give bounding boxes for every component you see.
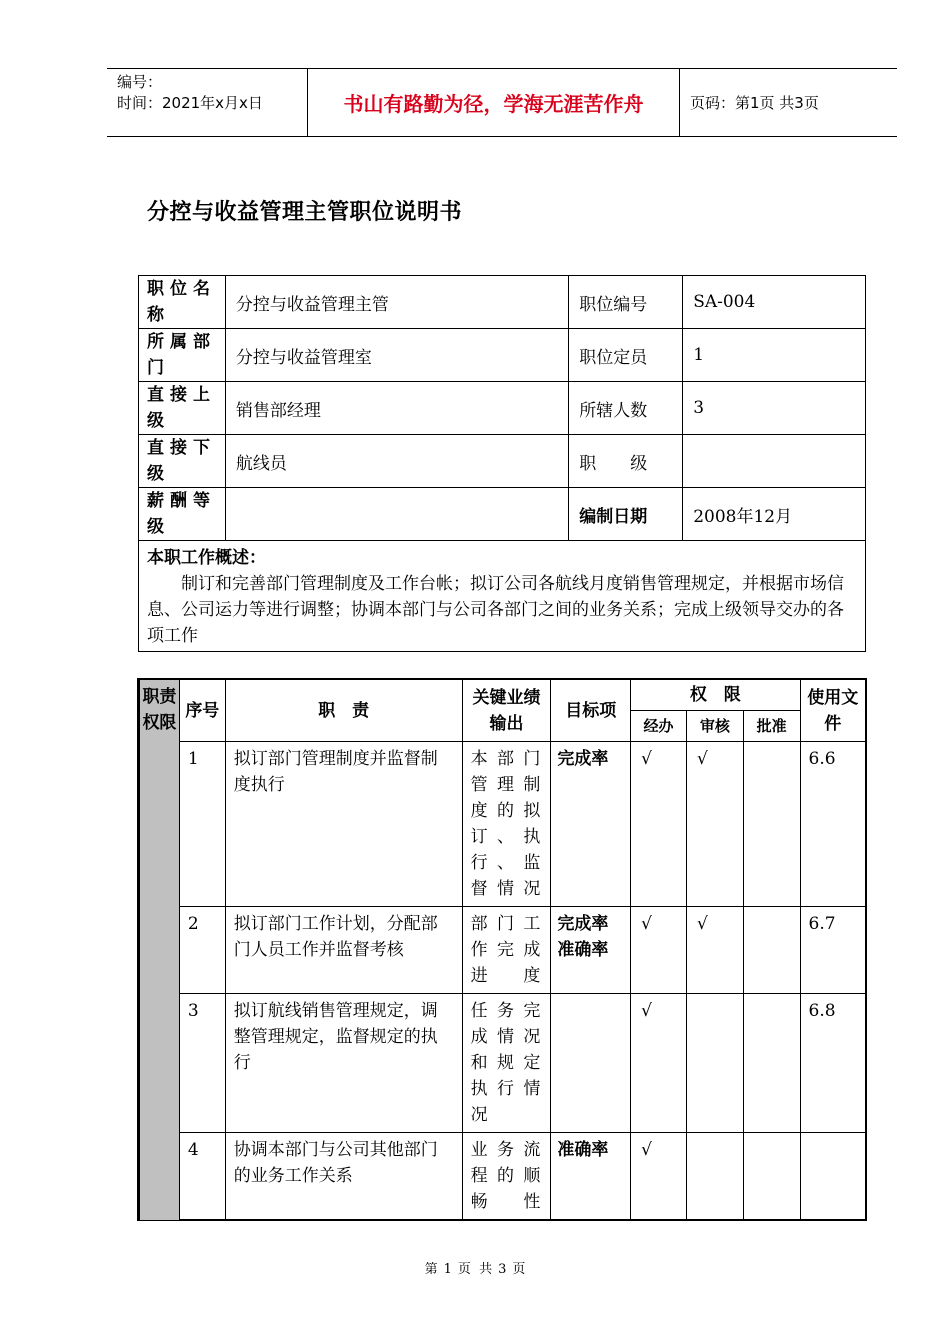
table-row xyxy=(139,435,866,488)
label-headcount: 职位定员 xyxy=(569,329,683,382)
value-salary-level xyxy=(225,488,568,541)
label-subordinate-count: 所辖人数 xyxy=(569,382,683,435)
value-department: 分控与收益管理室 xyxy=(225,329,568,382)
cell-seq: 2 xyxy=(179,907,225,994)
label-grade: 职 级 xyxy=(569,435,683,488)
code-label: 编号： xyxy=(117,73,163,91)
cell-output: 任务完成情况和规定执行情况 xyxy=(462,994,551,1133)
page-header xyxy=(107,68,897,137)
side-label: 职责权限 xyxy=(139,679,180,1220)
label-direct-superior: 直接上级 xyxy=(139,382,226,435)
table-row xyxy=(139,488,866,541)
cell-approve xyxy=(743,994,800,1133)
value-position-name: 分控与收益管理主管 xyxy=(225,276,568,329)
value-direct-superior: 销售部经理 xyxy=(225,382,568,435)
value-grade xyxy=(683,435,866,488)
header-seq: 序号 xyxy=(179,679,225,742)
cell-doc xyxy=(800,1133,866,1221)
table-row xyxy=(139,329,866,382)
cell-output: 部门工作完成进度 xyxy=(462,907,551,994)
cell-review: √ xyxy=(686,907,743,994)
header-target: 目标项 xyxy=(551,679,631,742)
cell-target: 准确率 xyxy=(551,1133,631,1221)
label-department: 所属部门 xyxy=(139,329,226,382)
table-row xyxy=(139,742,867,907)
label-position-name: 职位名称 xyxy=(139,276,226,329)
page-footer xyxy=(0,1258,950,1277)
header-approve: 批准 xyxy=(743,711,800,742)
cell-duty: 拟订航线销售管理规定，调整管理规定，监督规定的执行 xyxy=(225,994,462,1133)
header-key-output: 关键业绩输出 xyxy=(462,679,551,742)
cell-doc: 6.7 xyxy=(800,907,866,994)
footer-mid: 页 共 xyxy=(457,1262,493,1277)
cell-handle: √ xyxy=(631,742,687,907)
cell-output: 本部门管理制度的拟订、执行、监督情况 xyxy=(462,742,551,907)
table-row xyxy=(139,276,866,329)
footer-prefix: 第 xyxy=(424,1262,438,1277)
footer-page-number: 1 xyxy=(443,1262,452,1277)
cell-approve xyxy=(743,907,800,994)
header-duty: 职 责 xyxy=(225,679,462,742)
table-row xyxy=(139,541,866,652)
value-subordinate-count: 3 xyxy=(683,382,866,435)
label-position-code: 职位编号 xyxy=(569,276,683,329)
header-docs: 使用文件 xyxy=(800,679,866,742)
footer-suffix: 页 xyxy=(512,1262,526,1277)
cell-duty: 协调本部门与公司其他部门的业务工作关系 xyxy=(225,1133,462,1221)
cell-doc: 6.6 xyxy=(800,742,866,907)
header-review: 审核 xyxy=(686,711,743,742)
label-direct-subordinate: 直接下级 xyxy=(139,435,226,488)
footer-total-pages: 3 xyxy=(498,1262,507,1277)
cell-duty: 拟订部门管理制度并监督制度执行 xyxy=(225,742,462,907)
header-meta xyxy=(107,69,308,136)
summary-text: 制订和完善部门管理制度及工作台帐；拟订公司各航线月度销售管理规定，并根据市场信息、公司运力等进行调整；协调本部门与公司各部门之间的业务关系；完成上级领导交办的各项工作 xyxy=(147,574,844,646)
position-info-table xyxy=(138,275,866,652)
cell-review xyxy=(686,1133,743,1221)
cell-seq: 1 xyxy=(179,742,225,907)
value-position-code: SA-004 xyxy=(683,276,866,329)
cell-target: 完成率 xyxy=(551,742,631,907)
label-prepared-date: 编制日期 xyxy=(569,488,683,541)
value-direct-subordinate: 航线员 xyxy=(225,435,568,488)
header-motto: 书山有路勤为径，学海无涯苦作舟 xyxy=(308,69,680,136)
header-handle: 经办 xyxy=(631,711,687,742)
cell-approve xyxy=(743,742,800,907)
cell-review: √ xyxy=(686,742,743,907)
table-header-row xyxy=(139,679,867,711)
cell-review xyxy=(686,994,743,1133)
cell-output: 业务流程的顺畅性 xyxy=(462,1133,551,1221)
time-label: 时间：2021年x月x日 xyxy=(117,94,263,112)
cell-doc: 6.8 xyxy=(800,994,866,1133)
duties-table xyxy=(137,678,867,1221)
summary-title: 本职工作概述： xyxy=(147,548,266,568)
table-row xyxy=(139,994,867,1133)
table-row xyxy=(139,907,867,994)
header-authority: 权 限 xyxy=(631,679,800,711)
cell-duty: 拟订部门工作计划，分配部门人员工作并监督考核 xyxy=(225,907,462,994)
label-salary-level: 薪酬等级 xyxy=(139,488,226,541)
cell-seq: 4 xyxy=(179,1133,225,1221)
job-summary xyxy=(139,541,866,652)
cell-approve xyxy=(743,1133,800,1221)
value-headcount: 1 xyxy=(683,329,866,382)
header-page-label: 页码：第1页 共3页 xyxy=(690,94,819,112)
table-row xyxy=(139,1133,867,1221)
cell-target xyxy=(551,994,631,1133)
table-row xyxy=(139,382,866,435)
cell-target: 完成率 准确率 xyxy=(551,907,631,994)
cell-handle: √ xyxy=(631,1133,687,1221)
cell-seq: 3 xyxy=(179,994,225,1133)
cell-handle: √ xyxy=(631,907,687,994)
cell-handle: √ xyxy=(631,994,687,1133)
value-prepared-date: 2008年12月 xyxy=(683,488,866,541)
document-title: 分控与收益管理主管职位说明书 xyxy=(147,200,463,225)
